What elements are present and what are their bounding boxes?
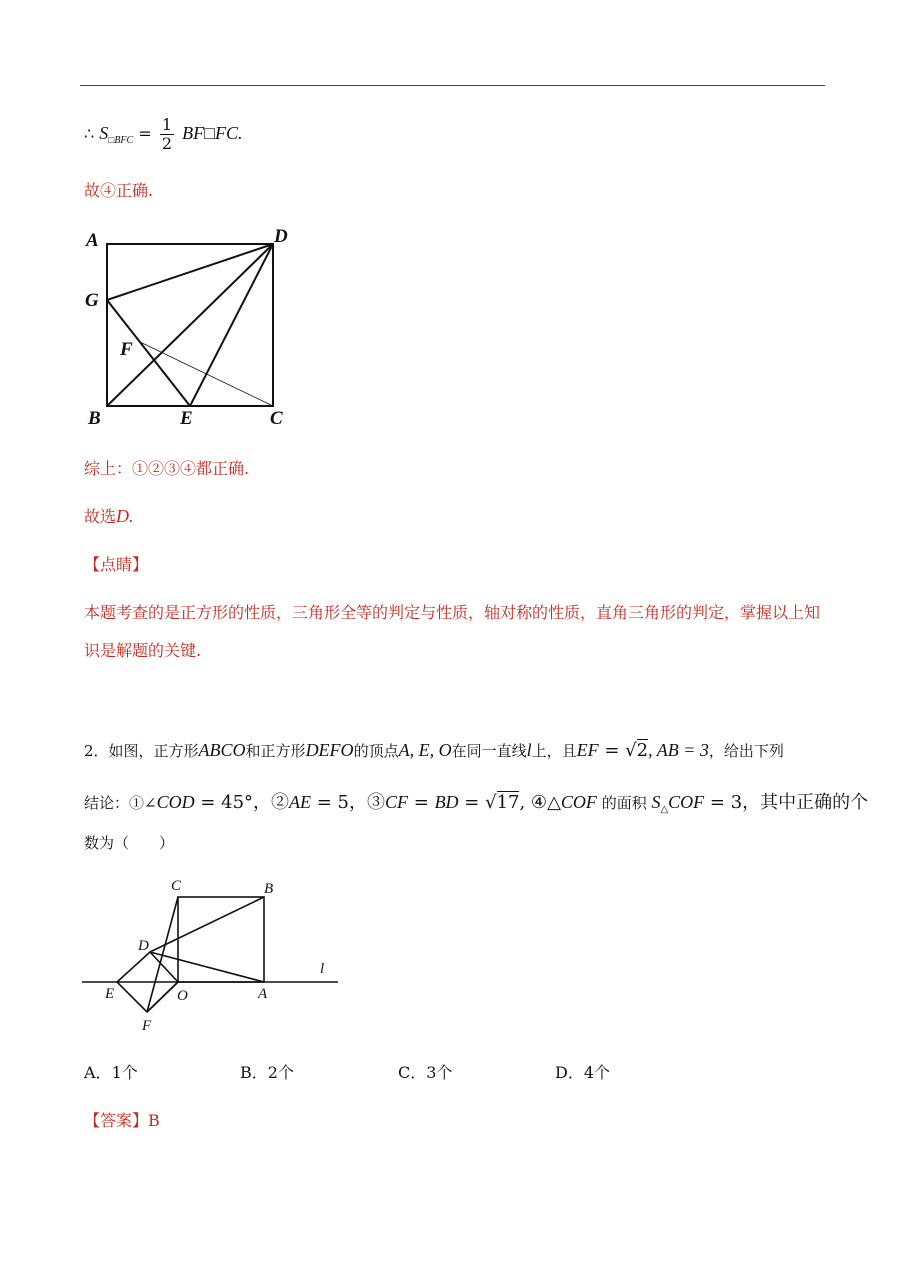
answer-line: [84, 1108, 160, 1131]
label-c: C: [171, 878, 182, 894]
summary-line: 综上：①②③④都正确.: [84, 459, 250, 478]
label-e: E: [105, 986, 115, 1002]
comment-line-1: 本题考查的是正方形的性质，三角形全等的判定与性质，轴对称的性质，直角三角形的判定，掌握以上知: [84, 603, 821, 622]
area-subscript: □BFC: [108, 135, 134, 147]
proof-rest: BF□FC.: [182, 123, 243, 143]
answer-heading: 【答案】: [84, 1111, 149, 1130]
figure-two-squares: [80, 872, 350, 1037]
segment-fc: [140, 342, 273, 406]
segment-da: [150, 952, 264, 982]
fraction-one-half: $\frac{1}{2}$: [161, 115, 172, 153]
option-a[interactable]: A．1个: [84, 1063, 138, 1082]
label-d: D: [138, 938, 149, 954]
answer-choice-line: 故选D.: [84, 506, 134, 526]
label-e: E: [180, 408, 193, 429]
label-f: F: [120, 339, 133, 360]
option-b[interactable]: B．2个: [240, 1063, 294, 1082]
question2-line1: 2．如图，正方形ABCO和正方形DEFO的顶点A, E, O在同一直线l上，且EF = √2, AB = 3，给出下列: [84, 740, 784, 761]
label-d: D: [274, 226, 288, 247]
question2-line3: 数为（ ）: [84, 834, 175, 852]
label-o: O: [177, 988, 188, 1004]
answer-value: B: [148, 1111, 160, 1130]
header-rule: [80, 85, 825, 86]
therefore-symbol: ∴: [84, 124, 95, 143]
option-d[interactable]: D．4个: [555, 1063, 611, 1082]
label-a: A: [86, 230, 99, 251]
label-c: C: [270, 408, 283, 429]
segment-db: [150, 897, 264, 952]
equals-sign: =: [138, 124, 152, 143]
comment-line-2: 识是解题的关键.: [84, 641, 202, 660]
label-b: B: [264, 881, 274, 897]
label-l: l: [320, 961, 325, 977]
segment-db: [107, 244, 273, 406]
question2-line2: 结论：①∠COD = 45°，②AE = 5，③CF = BD = √17, ④△COF 的面积 $S_\triangle COF = 3$，其中正确的个: [84, 792, 869, 815]
proof-line: [84, 116, 242, 153]
figure-square-abcd: [80, 222, 300, 432]
label-g: G: [85, 290, 99, 311]
label-f: F: [142, 1018, 152, 1034]
comment-heading: 【点睛】: [84, 555, 149, 574]
label-b: B: [88, 408, 101, 429]
square-abco: [178, 897, 264, 982]
label-a: A: [258, 986, 268, 1002]
area-symbol: S: [99, 123, 109, 143]
conclusion-4: 故④正确.: [84, 181, 154, 200]
option-c[interactable]: C．3个: [398, 1063, 453, 1082]
